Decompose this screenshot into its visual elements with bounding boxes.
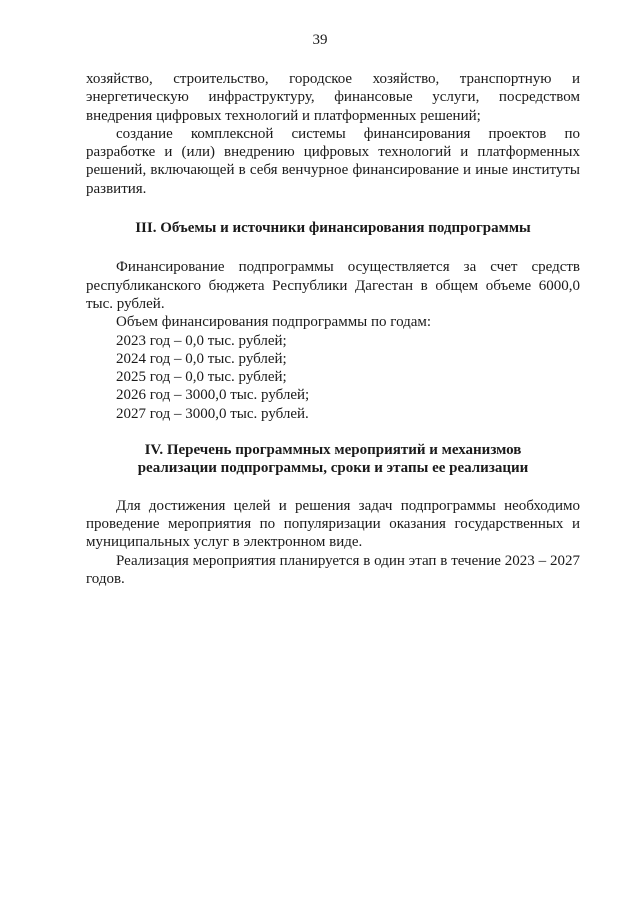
financing-year-2024: 2024 год – 0,0 тыс. рублей; bbox=[116, 350, 287, 367]
financing-year-2023: 2023 год – 0,0 тыс. рублей; bbox=[116, 332, 287, 349]
continuation-paragraph: хозяйство, строительство, городское хозяйство, транспортную и энергетическую инфраструктуру, финансовые услуги, посредством внедрения цифровых технологий и платформенных решений; bbox=[86, 71, 580, 124]
page-number: 39 bbox=[312, 32, 328, 48]
measures-paragraph: Для достижения целей и решения задач подпрограммы необходимо проведение мероприятия по популяризации оказания государственных и муниципальных услуг в электронном виде. bbox=[86, 497, 580, 551]
list-item-financing-system: создание комплексной системы финансирования проектов по разработке и (или) внедрению цифровых технологий и платформенных решений, включающей в себя венчурное финансирование и иные институты развития. bbox=[86, 125, 580, 197]
section-4-heading bbox=[86, 441, 580, 478]
page-content bbox=[86, 70, 580, 588]
financing-year-2027: 2027 год – 3000,0 тыс. рублей. bbox=[116, 405, 309, 422]
financing-paragraph: Финансирование подпрограммы осуществляется за счет средств республиканского бюджета Республики Дагестан в общем объеме 6000,0 тыс. рублей. bbox=[86, 259, 580, 312]
financing-year-2025: 2025 год – 0,0 тыс. рублей; bbox=[116, 369, 287, 386]
implementation-paragraph: Реализация мероприятия планируется в один этап в течение 2023 – 2027 годов. bbox=[86, 552, 580, 587]
section-3-heading: III. Объемы и источники финансирования подпрограммы bbox=[135, 220, 531, 237]
section-4-heading-line-2: реализации подпрограммы, сроки и этапы ее реализации bbox=[137, 460, 529, 477]
section-4-heading-line-1: IV. Перечень программных мероприятий и механизмов bbox=[144, 442, 522, 459]
financing-by-years-label: Объем финансирования подпрограммы по годам: bbox=[116, 314, 432, 331]
financing-year-2026: 2026 год – 3000,0 тыс. рублей; bbox=[116, 387, 310, 404]
